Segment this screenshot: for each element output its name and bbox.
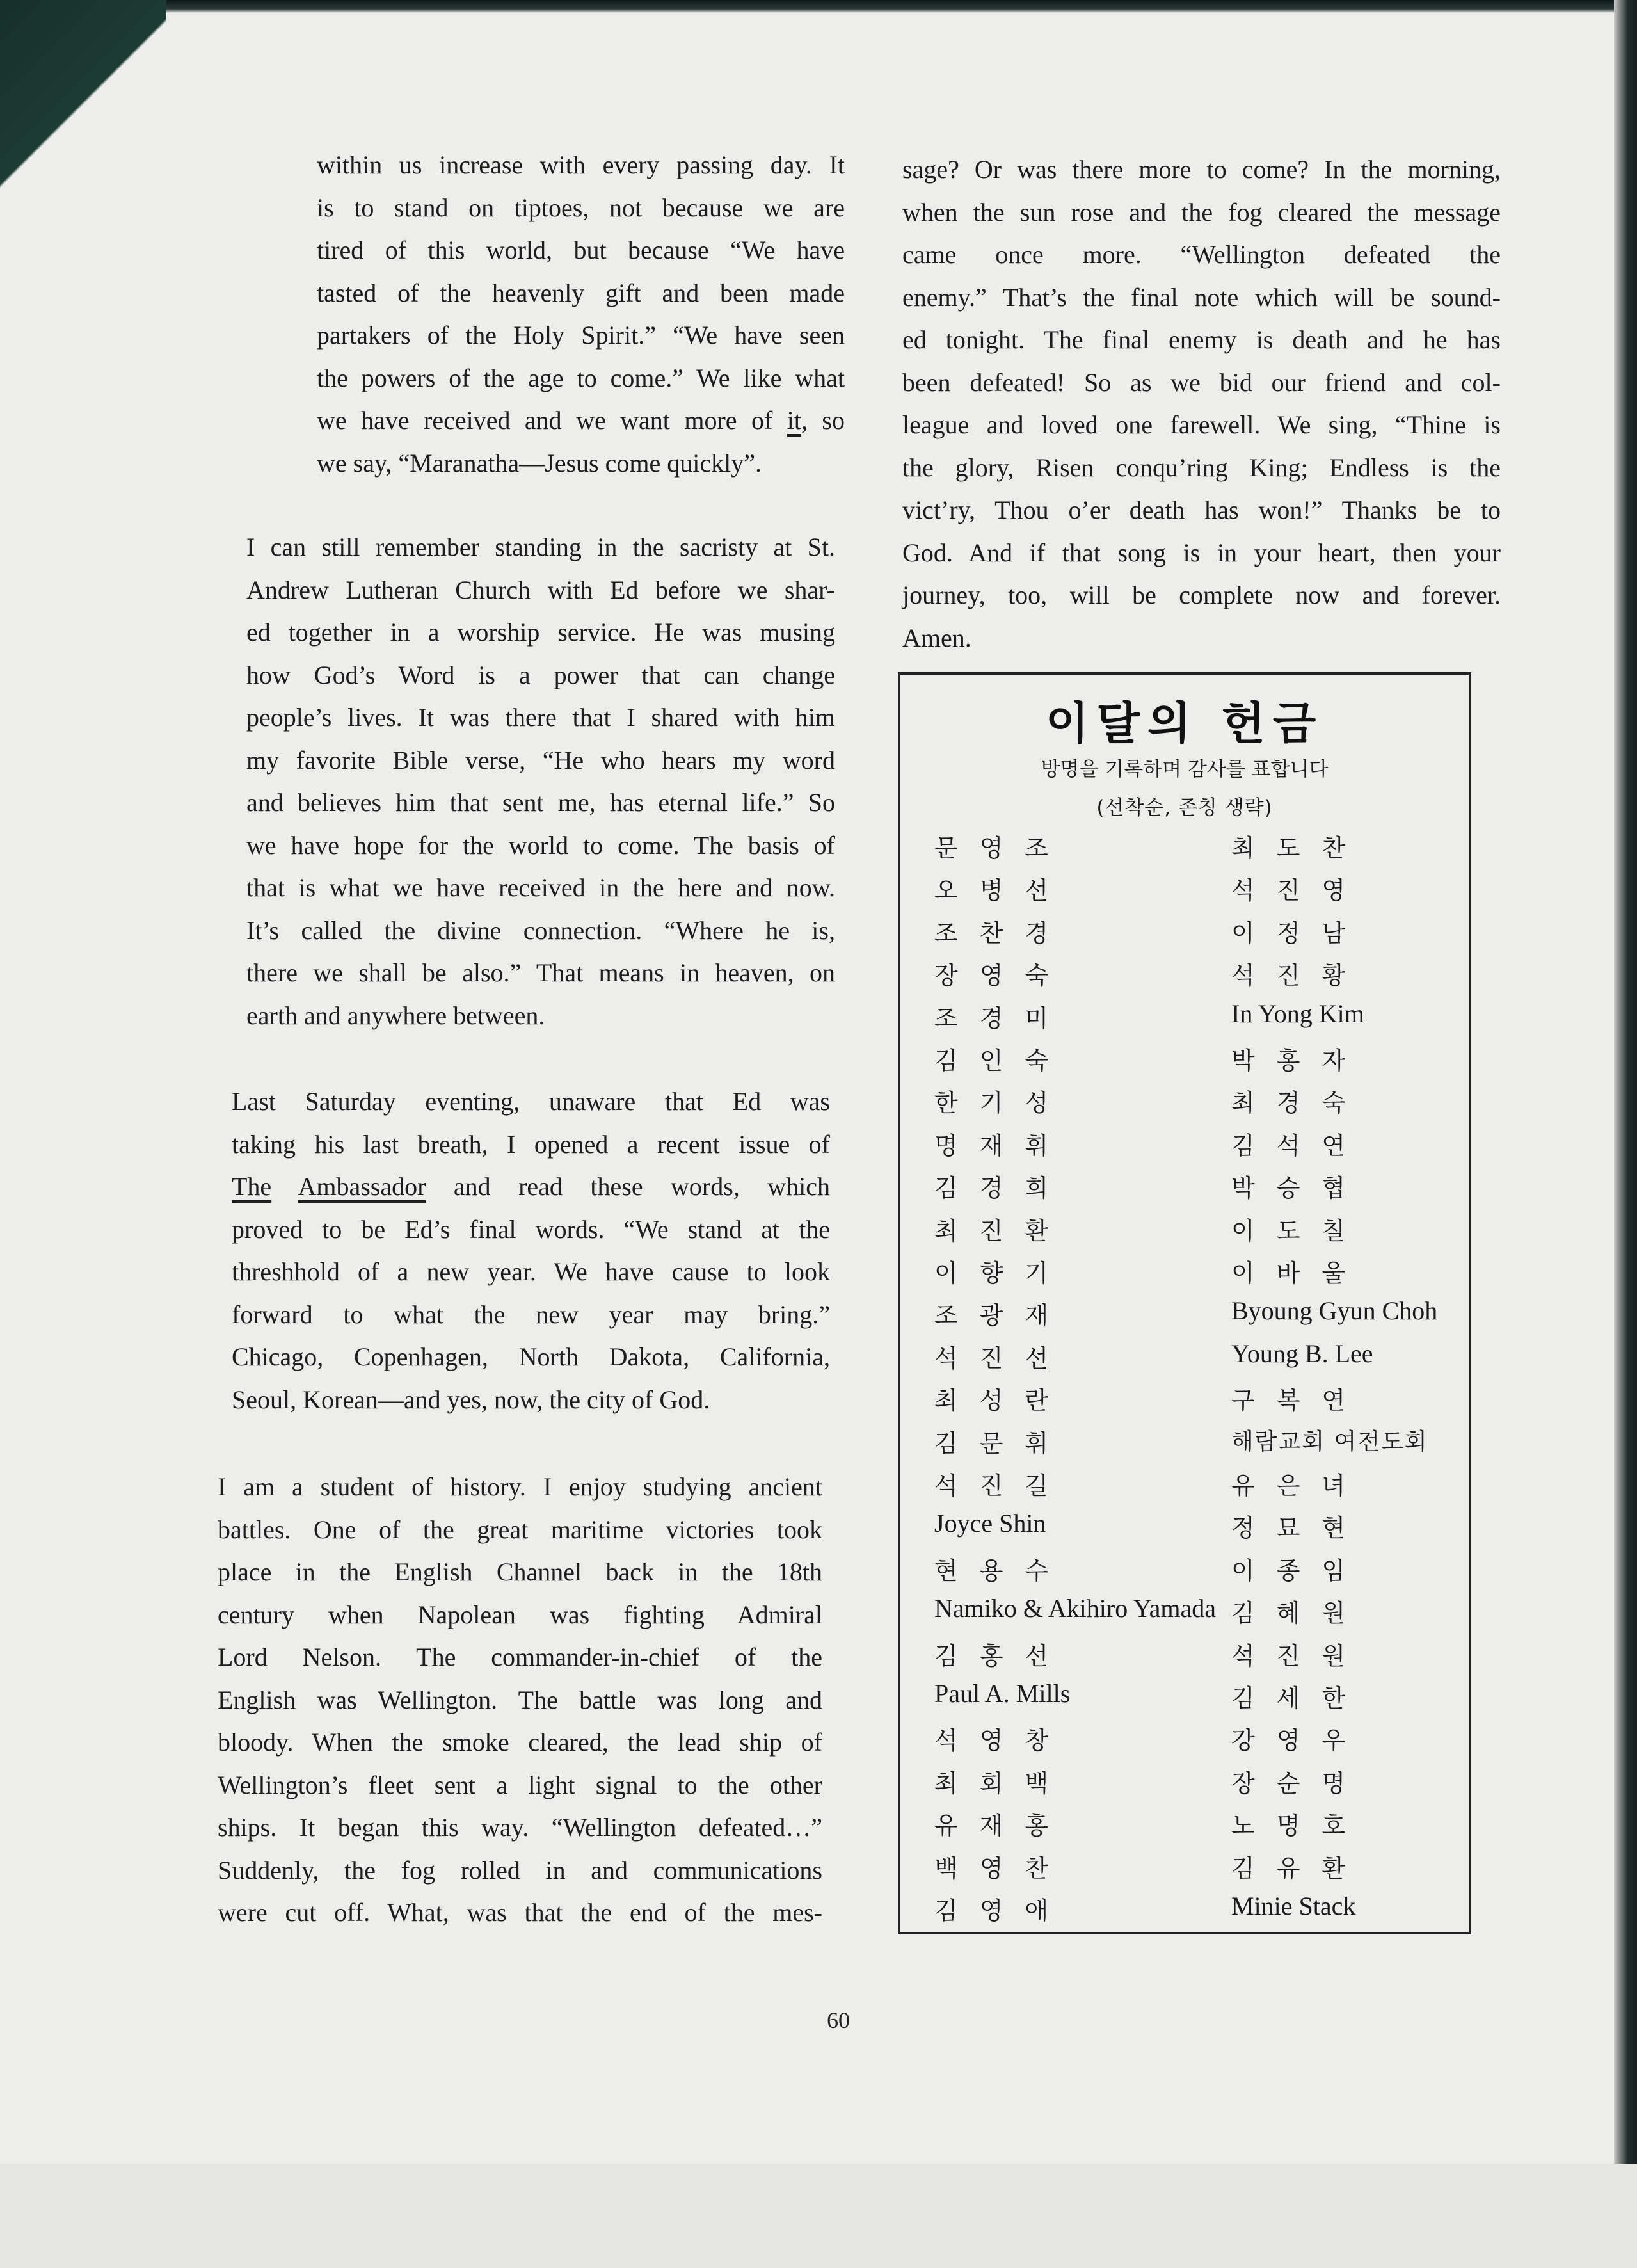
donor-row <box>900 1253 1469 1296</box>
offering-box <box>898 672 1471 1934</box>
donor-row <box>900 1083 1469 1125</box>
text-line: league and loved one farewell. We sing, “Thine is <box>902 410 1501 439</box>
donor-row <box>900 1041 1469 1083</box>
donor-name-right: 강영우 <box>1231 1726 1368 1755</box>
paragraph-maranatha <box>317 144 845 485</box>
text-line: Andrew Lutheran Church with Ed before we shar- <box>246 575 835 604</box>
donor-row <box>900 1764 1469 1806</box>
text-line: vict’ry, Thou o’er death has won!” Thanks be to <box>902 495 1501 524</box>
text-line: battles. One of the great maritime victories took <box>218 1515 822 1544</box>
donor-row <box>900 1381 1469 1423</box>
donor-name-right: Minie Stack <box>1231 1892 1356 1920</box>
scan-bottom-band <box>0 2164 1637 2268</box>
paragraph-ambassador <box>232 1081 830 1421</box>
donor-name-left: 백영찬 <box>934 1854 1071 1883</box>
donor-name-right: 이정남 <box>1231 919 1368 947</box>
donor-name-left: 문영조 <box>934 834 1071 862</box>
text-line: ed together in a worship service. He was musing <box>246 618 835 647</box>
paragraph-wellington <box>218 1466 822 1934</box>
text-line: Last Saturday eventing, unaware that Ed was <box>232 1087 830 1116</box>
text-line: been defeated! So as we bid our friend and col- <box>902 367 1501 397</box>
text-line: within us increase with every passing day. It <box>317 150 845 179</box>
donor-name-right: 박홍자 <box>1231 1047 1368 1075</box>
donor-name-right: In Yong Kim <box>1231 999 1364 1028</box>
text-segment: we have received and we want more of <box>317 406 787 435</box>
offering-title: 이달의 헌금 <box>1045 697 1324 750</box>
donor-name-left: Paul A. Mills <box>934 1679 1071 1708</box>
donor-row <box>900 999 1469 1041</box>
text-line: tasted of the heavenly gift and been made <box>317 278 845 307</box>
donor-row <box>900 828 1469 871</box>
text-line: It’s called the divine connection. “Where he is, <box>246 915 835 945</box>
donor-name-right: 해람교회 여전도회 <box>1231 1428 1428 1455</box>
text-line: we say, “Maranatha—Jesus come quickly”. <box>317 448 762 478</box>
text-line: when the sun rose and the fog cleared the message <box>902 197 1501 227</box>
text-line: Chicago, Copenhagen, North Dakota, California, <box>232 1342 830 1371</box>
text-line: I can still remember standing in the sacristy at St. <box>246 533 835 561</box>
text-line: how God’s Word is a power that can change <box>246 660 835 689</box>
donor-name-left: 오병선 <box>934 876 1071 905</box>
donor-name-right: 노명호 <box>1231 1812 1368 1840</box>
donor-row <box>900 1891 1469 1933</box>
paragraph-sacristy <box>246 526 835 1037</box>
donor-name-left: 조찬경 <box>934 919 1071 947</box>
donor-list <box>900 828 1469 1925</box>
donor-name-right: 장순명 <box>1231 1769 1368 1798</box>
donor-row <box>900 1168 1469 1210</box>
donor-name-left: 유재홍 <box>934 1812 1071 1840</box>
donor-row <box>900 913 1469 956</box>
offering-subtitle: 방명을 기록하며 감사를 표합니다 <box>1041 758 1329 781</box>
donor-name-left: 조광재 <box>934 1301 1071 1330</box>
donor-name-left: 김영애 <box>934 1897 1071 1925</box>
donor-name-left: 석진선 <box>934 1344 1071 1372</box>
donor-name-right: 이종임 <box>1231 1556 1368 1585</box>
text-line: English was Wellington. The battle was long and <box>218 1685 822 1714</box>
offering-note: (선착순, 존칭 생략) <box>1096 796 1273 819</box>
text-line: Amen. <box>902 623 971 652</box>
underlined-word: it <box>787 406 801 435</box>
donor-row <box>900 1296 1469 1338</box>
text-line: place in the English Channel back in the 18th <box>218 1557 822 1586</box>
donor-name-right: 최도찬 <box>1231 834 1368 862</box>
donor-name-left: 김인숙 <box>934 1047 1071 1075</box>
donor-name-right: 석진원 <box>1231 1641 1368 1670</box>
donor-row <box>900 1508 1469 1550</box>
text-line: journey, too, will be complete now and forever. <box>902 581 1501 609</box>
scan-border-right <box>1614 0 1637 2268</box>
page-number: 60 <box>827 2007 850 2033</box>
donor-name-left: 최성란 <box>934 1387 1071 1415</box>
donor-row <box>900 1849 1469 1891</box>
text-line: threshhold of a new year. We have cause to look <box>232 1257 830 1286</box>
donor-name-left: 김홍선 <box>934 1641 1071 1670</box>
text-line: my favorite Bible verse, “He who hears my word <box>246 745 835 775</box>
donor-name-right: 이도칠 <box>1231 1216 1368 1245</box>
donor-name-left: 이향기 <box>934 1259 1071 1287</box>
donor-name-right: 유은녀 <box>1231 1472 1368 1500</box>
text-line: the glory, Risen conqu’ring King; Endless is the <box>902 453 1501 482</box>
donor-name-left: 석진길 <box>934 1472 1071 1500</box>
text-line: is to stand on tiptoes, not because we are <box>317 193 845 222</box>
donor-name-left: 한기성 <box>934 1089 1071 1118</box>
donor-name-right: 최경숙 <box>1231 1089 1368 1118</box>
text-segment: and read these words, which <box>426 1172 831 1201</box>
text-line: Wellington’s fleet sent a light signal to the other <box>218 1770 822 1799</box>
donor-name-right: 이바울 <box>1231 1259 1368 1287</box>
paragraph-final-enemy <box>902 149 1501 659</box>
donor-name-left: 조경미 <box>934 1004 1071 1033</box>
text-line: tired of this world, but because “We have <box>317 236 845 264</box>
donor-name-left: 김경희 <box>934 1174 1071 1203</box>
donor-name-right: 석진영 <box>1231 876 1368 905</box>
donor-row <box>900 1721 1469 1763</box>
donor-row <box>900 1339 1469 1381</box>
text-line: Suddenly, the fog rolled in and communications <box>218 1855 822 1885</box>
donor-row <box>900 1466 1469 1508</box>
donor-name-left: Joyce Shin <box>934 1509 1046 1538</box>
donor-name-right: 김유환 <box>1231 1854 1368 1883</box>
text-line: ships. It began this way. “Wellington defeated…” <box>218 1813 822 1842</box>
text-line: bloody. When the smoke cleared, the lead ship of <box>218 1728 822 1757</box>
text-line: Seoul, Korean—and yes, now, the city of God. <box>232 1385 710 1414</box>
scan-border-top <box>128 0 1637 13</box>
text-line: people’s lives. It was there that I shared with him <box>246 703 835 732</box>
donor-row <box>900 1636 1469 1678</box>
donor-row <box>900 956 1469 998</box>
text-line: God. And if that song is in your heart, then your <box>902 538 1501 567</box>
text-line: enemy.” That’s the final note which will be sound- <box>902 282 1501 312</box>
donor-row <box>900 1593 1469 1636</box>
donor-name-right: 정묘현 <box>1231 1514 1368 1543</box>
text-line: there we shall be also.” That means in heaven, on <box>246 958 835 987</box>
text-line: proved to be Ed’s final words. “We stand at the <box>232 1214 830 1244</box>
text-line <box>232 1166 830 1209</box>
text-line: partakers of the Holy Spirit.” “We have seen <box>317 321 845 350</box>
underlined-word: The <box>232 1172 272 1201</box>
donor-row <box>900 1211 1469 1253</box>
donor-name-right: 박승협 <box>1231 1174 1368 1203</box>
donor-name-left: 석영창 <box>934 1726 1071 1755</box>
donor-name-left: 장영숙 <box>934 961 1071 990</box>
donor-row <box>900 1806 1469 1848</box>
text-line: ed tonight. The final enemy is death and he has <box>902 325 1501 354</box>
text-line <box>317 399 845 442</box>
text-line: taking his last breath, I opened a recent issue of <box>232 1129 830 1159</box>
text-line: we have hope for the world to come. The basis of <box>246 830 835 860</box>
donor-name-left: 현용수 <box>934 1556 1071 1585</box>
text-line: century when Napolean was fighting Admiral <box>218 1600 822 1629</box>
donor-name-right: 석진황 <box>1231 961 1368 990</box>
text-segment: , so <box>801 406 845 435</box>
donor-name-left: Namiko & Akihiro Yamada <box>934 1594 1216 1623</box>
donor-row <box>900 1424 1469 1466</box>
donor-name-right: 김세한 <box>1231 1684 1368 1712</box>
text-line: I am a student of history. I enjoy studying ancient <box>218 1472 822 1501</box>
text-line: were cut off. What, was that the end of the mes- <box>218 1898 822 1927</box>
donor-name-right: Young B. Lee <box>1231 1339 1373 1368</box>
donor-name-right: 김혜원 <box>1231 1599 1368 1628</box>
donor-row <box>900 1551 1469 1593</box>
donor-name-left: 최진환 <box>934 1216 1071 1245</box>
donor-name-left: 명재휘 <box>934 1131 1071 1160</box>
text-line: forward to what the new year may bring.” <box>232 1299 830 1329</box>
donor-row <box>900 1678 1469 1721</box>
donor-name-right: Byoung Gyun Choh <box>1231 1296 1438 1326</box>
text-line: sage? Or was there more to come? In the morning, <box>902 155 1501 184</box>
text-line: earth and anywhere between. <box>246 1001 545 1030</box>
text-line: that is what we have received in the here and now. <box>246 873 835 902</box>
text-line: and believes him that sent me, has eternal life.” So <box>246 788 835 817</box>
text-line: came once more. “Wellington defeated the <box>902 240 1501 269</box>
donor-name-right: 구복연 <box>1231 1387 1368 1415</box>
text-line: Lord Nelson. The commander-in-chief of the <box>218 1643 822 1671</box>
scan-border-corner <box>0 0 166 218</box>
donor-name-left: 김문휘 <box>934 1429 1071 1458</box>
underlined-word: Ambassador <box>298 1172 426 1201</box>
text-line: the powers of the age to come.” We like what <box>317 363 845 392</box>
donor-name-right: 김석연 <box>1231 1131 1368 1160</box>
donor-row <box>900 871 1469 913</box>
donor-row <box>900 1126 1469 1168</box>
donor-name-left: 최회백 <box>934 1769 1071 1798</box>
